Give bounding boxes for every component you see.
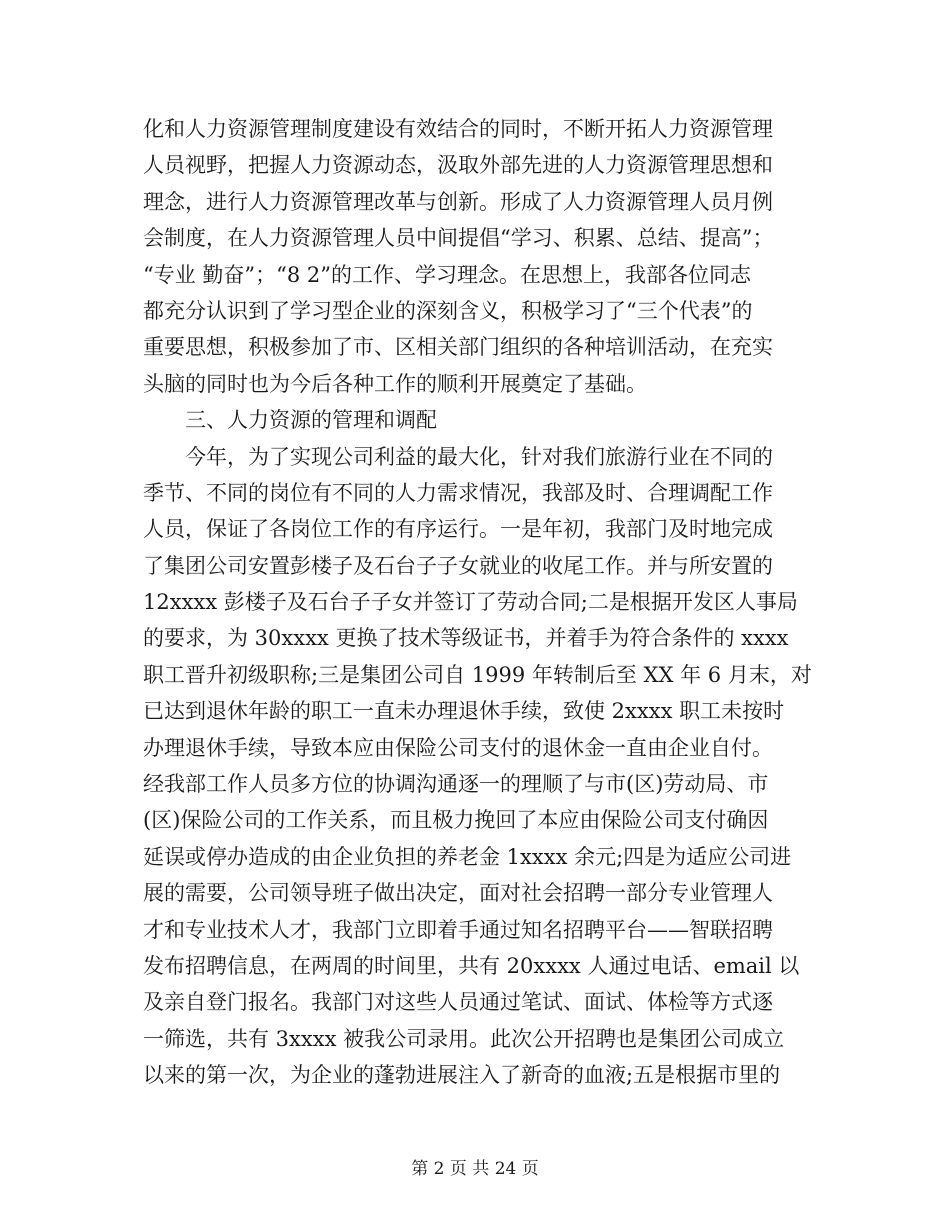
body-line: 人员，保证了各岗位工作的有序运行。一是年初，我部门及时地完成 xyxy=(143,517,773,542)
body-line: 已达到退休年龄的职工一直未办理退休手续，致使 2xxxx 职工未按时 xyxy=(143,699,785,724)
body-line: 办理退休手续，导致本应由保险公司支付的退休金一直由企业自付。 xyxy=(143,735,773,760)
body-line: 12xxxx 彭楼子及石台子子女并签订了劳动合同;二是根据开发区人事局 xyxy=(143,590,798,615)
body-line: 职工晋升初级职称;三是集团公司自 1999 年转制后至 XX 年 6 月末，对 xyxy=(143,662,812,687)
body-line: 重要思想，积极参加了市、区相关部门组织的各种培训活动，在充实 xyxy=(143,335,773,360)
body-line: 的要求，为 30xxxx 更换了技术等级证书，并着手为符合条件的 xxxx xyxy=(143,626,789,651)
body-line: (区)保险公司的工作关系，而且极力挽回了本应由保险公司支付确因 xyxy=(143,808,769,833)
body-line: 理念，进行人力资源管理改革与创新。形成了人力资源管理人员月例 xyxy=(143,189,773,214)
body-line: 季节、不同的岗位有不同的人力需求情况，我部及时、合理调配工作 xyxy=(143,480,773,505)
body-line: 及亲自登门报名。我部门对这些人员通过笔试、面试、体检等方式逐 xyxy=(143,990,773,1015)
body-line: 会制度，在人力资源管理人员中间提倡“学习、积累、总结、提高”； xyxy=(143,226,774,251)
page-number-footer: 第 2 页 共 24 页 xyxy=(411,1159,539,1179)
body-line: 才和专业技术人才，我部门立即着手通过知名招聘平台——智联招聘 xyxy=(143,917,773,942)
body-line: 经我部工作人员多方位的协调沟通逐一的理顺了与市(区)劳动局、市 xyxy=(143,772,769,797)
body-line: 了集团公司安置彭楼子及石台子子女就业的收尾工作。并与所安置的 xyxy=(143,553,773,578)
body-line: “专业 勤奋”；“8 2”的工作、学习理念。在思想上，我部各位同志 xyxy=(143,262,752,287)
document-body xyxy=(143,111,812,1094)
body-line: 都充分认识到了学习型企业的深刻含义，积极学习了“三个代表”的 xyxy=(143,298,753,323)
body-line: 展的需要，公司领导班子做出决定，面对社会招聘一部分专业管理人 xyxy=(143,881,773,906)
section-heading: 三、人力资源的管理和调配 xyxy=(185,408,437,433)
body-line: 延误或停办造成的由企业负担的养老金 1xxxx 余元;四是为适应公司进 xyxy=(143,844,792,869)
body-line: 人员视野，把握人力资源动态，汲取外部先进的人力资源管理思想和 xyxy=(143,153,773,178)
body-line: 以来的第一次，为企业的蓬勃进展注入了新奇的血液;五是根据市里的 xyxy=(143,1063,781,1088)
body-line: 头脑的同时也为今后各种工作的顺利开展奠定了基础。 xyxy=(143,371,647,396)
body-line: 发布招聘信息，在两周的时间里，共有 20xxxx 人通过电话、email 以 xyxy=(143,953,800,978)
body-line: 一筛选，共有 3xxxx 被我公司录用。此次公开招聘也是集团公司成立 xyxy=(143,1026,785,1051)
body-line: 化和人力资源管理制度建设有效结合的同时，不断开拓人力资源管理 xyxy=(143,117,773,141)
paragraph-first-line: 今年，为了实现公司利益的最大化，针对我们旅游行业在不同的 xyxy=(185,444,773,469)
